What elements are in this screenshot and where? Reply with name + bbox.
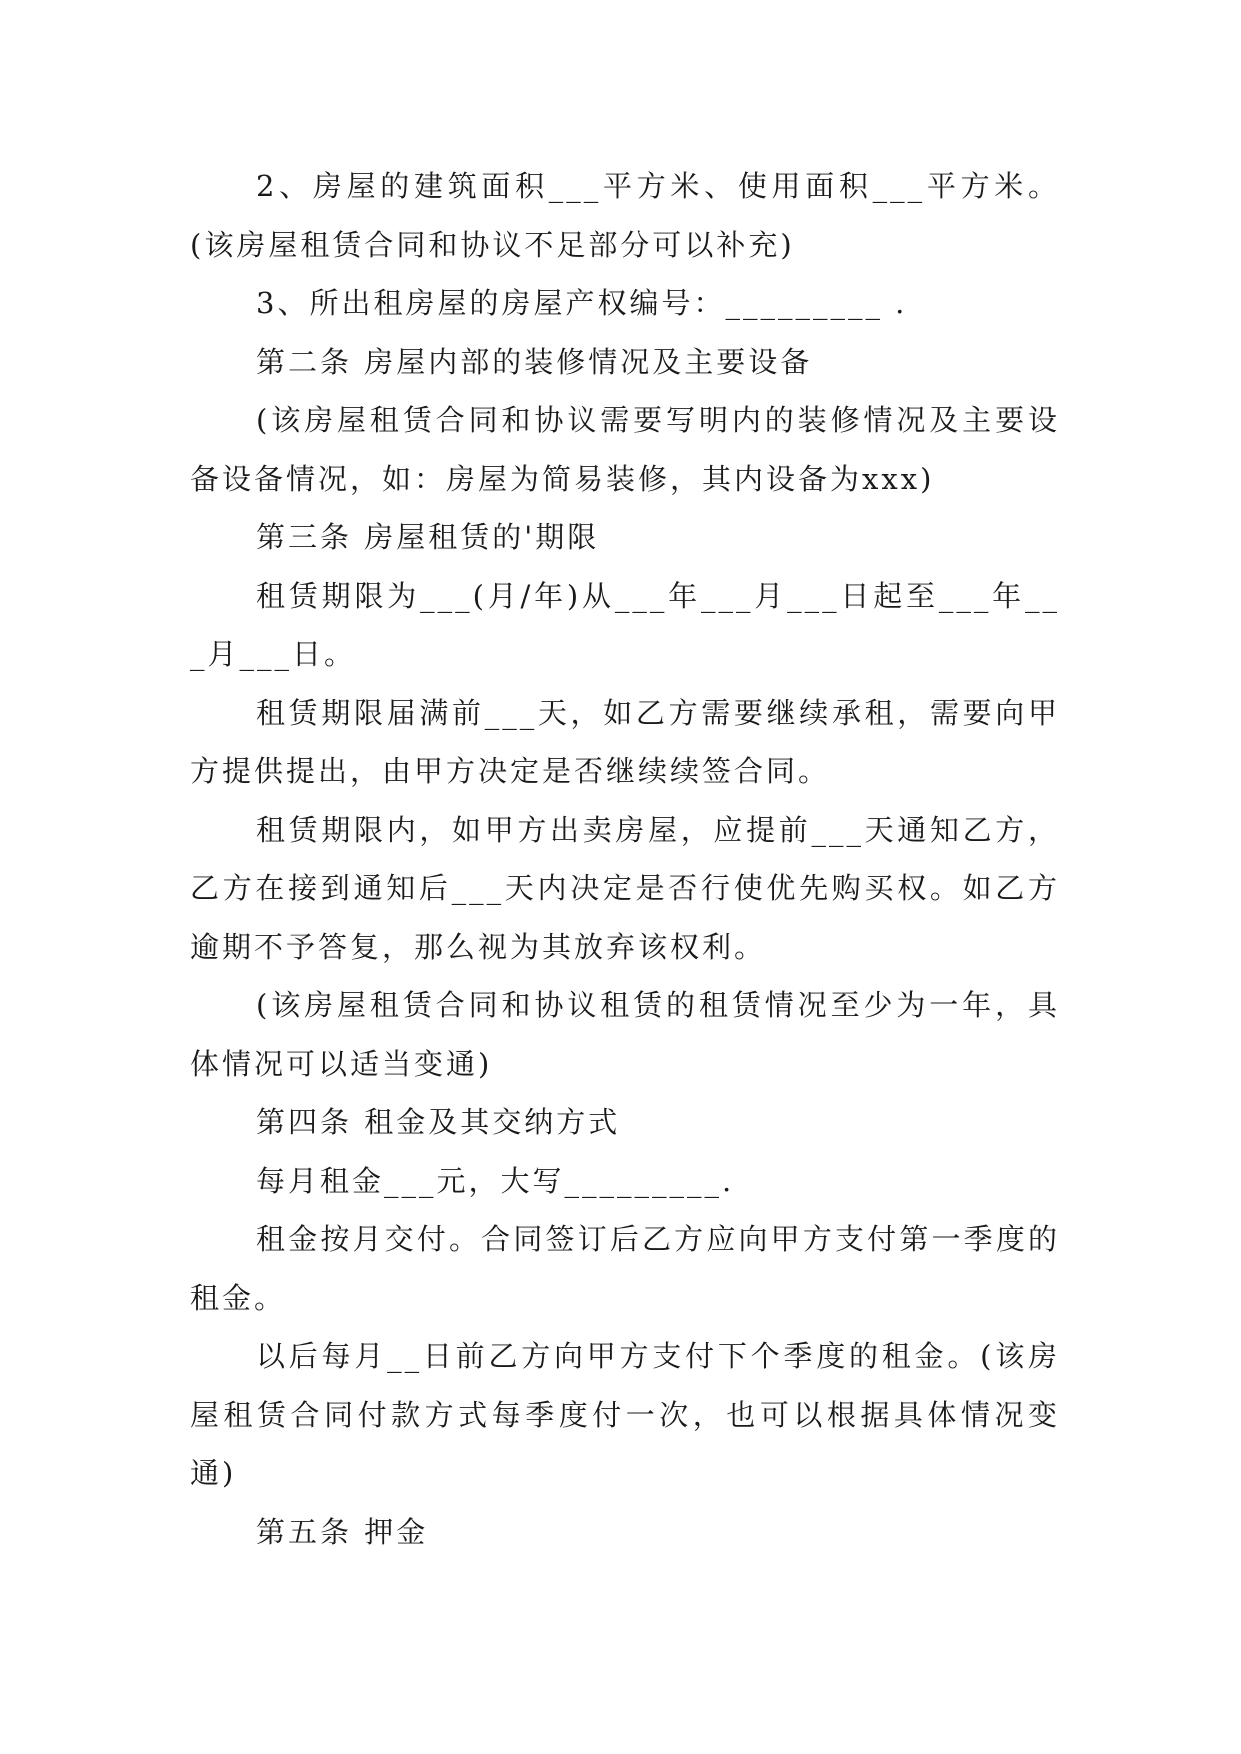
paragraph-monthly-rent: 每月租金___元，大写_________. — [256, 1163, 735, 1198]
paragraph-preemption: 租赁期限内，如甲方出卖房屋，应提前___天通知乙方，乙方在接到通知后___天内决定是否行使优先购买权。如乙方逾期不予答复，那么视为其放弃该权利。 — [190, 812, 1060, 964]
article-2-heading: 第二条 房屋内部的装修情况及主要设备 — [256, 344, 813, 379]
paragraph-renewal: 租赁期限届满前___天，如乙方需要继续承租，需要向甲方提供提出，由甲方决定是否继续续签合同。 — [190, 695, 1060, 788]
paragraph-decoration-note: (该房屋租赁合同和协议需要写明内的装修情况及主要设备设备情况，如：房屋为简易装修，其内设备为xxx) — [190, 403, 1060, 496]
paragraph-lease-term: 租赁期限为___(月/年)从___年___月___日起至___年___月___日。 — [190, 578, 1060, 671]
paragraph-payment: 租金按月交付。合同签订后乙方应向甲方支付第一季度的租金。 — [190, 1222, 1060, 1315]
article-3-heading: 第三条 房屋租赁的'期限 — [256, 520, 600, 554]
article-5-heading: 第五条 押金 — [256, 1514, 429, 1549]
paragraph-area: 2、房屋的建筑面积___平方米、使用面积___平方米。(该房屋租赁合同和协议不足部分可以补充) — [190, 169, 1060, 262]
paragraph-property-number: 3、所出租房屋的房屋产权编号：_________ . — [256, 286, 908, 320]
document-body — [190, 157, 1060, 1561]
article-4-heading: 第四条 租金及其交纳方式 — [256, 1105, 621, 1139]
paragraph-payment-schedule: 以后每月__日前乙方向甲方支付下个季度的租金。(该房屋租赁合同付款方式每季度付一次，也可以根据具体情况变通) — [190, 1339, 1060, 1490]
paragraph-term-note: (该房屋租赁合同和协议租赁的租赁情况至少为一年，具体情况可以适当变通) — [190, 988, 1060, 1081]
